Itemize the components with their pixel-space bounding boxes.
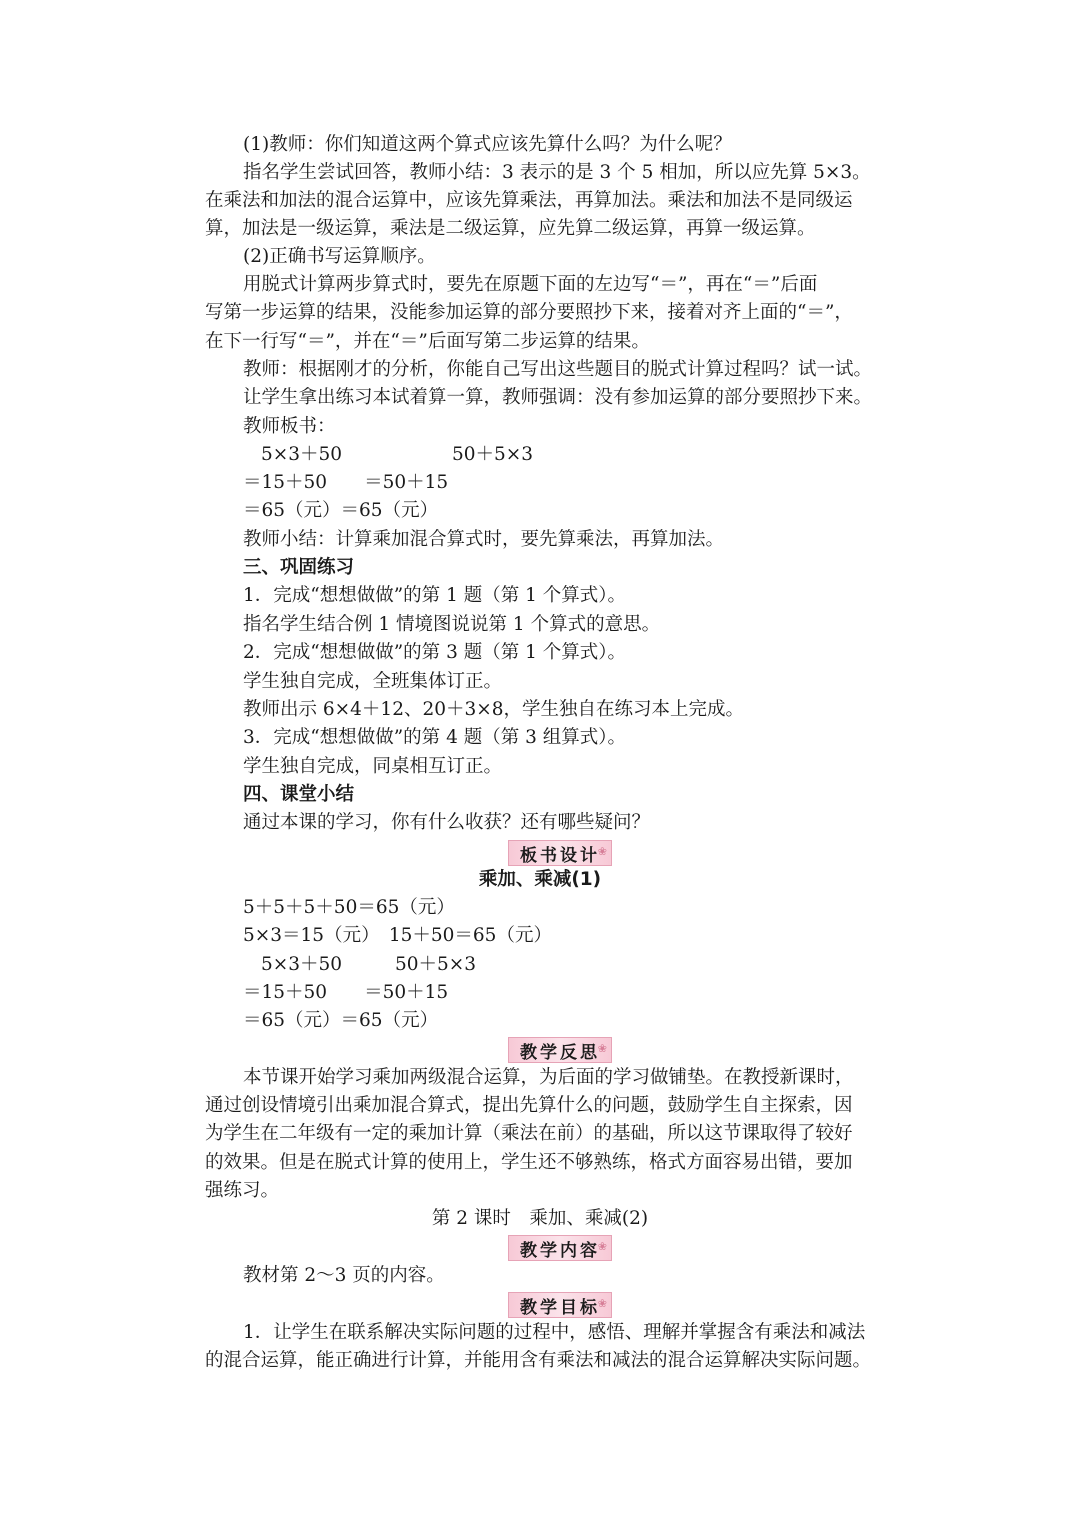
paragraph-line: 在乘法和加法的混合运算中，应该先算乘法，再算加法。乘法和加法不是同级运 — [205, 190, 853, 211]
section-heading: 三、巩固练习 — [243, 557, 355, 578]
paragraph-line: 本节课开始学习乘加两级混合运算，为后面的学习做铺垫。在教授新课时， — [243, 1067, 854, 1088]
paragraph-line: 在下一行写“＝”，并在“＝”后面写第二步运算的结果。 — [205, 331, 650, 352]
calc-step-row: ＝15＋50 ＝50＋15 — [243, 982, 449, 1003]
lesson-title: 第 2 课时 乘加、乘减(2) — [431, 1208, 649, 1229]
paragraph-line: 教师：根据刚才的分析，你能自己写出这些题目的脱式计算过程吗？试一试。 — [243, 359, 873, 380]
flower-icon: ❀ — [597, 845, 607, 858]
paragraph-line: 教材第 2～3 页的内容。 — [243, 1265, 445, 1286]
calc-expression-right: 50＋5×3 — [452, 444, 534, 465]
paragraph-line: 写第一步运算的结果，没能参加运算的部分要照抄下来，接着对齐上面的“＝”， — [205, 302, 853, 323]
exercise-line: 3．完成“想想做做”的第 4 题（第 3 组算式）。 — [243, 727, 627, 748]
flower-icon: ❀ — [597, 1297, 607, 1310]
board-title: 乘加、乘减(1) — [478, 869, 602, 890]
calc-expression-left: 5×3＋50 — [261, 444, 343, 465]
paragraph-line: 让学生拿出练习本试着算一算，教师强调：没有参加运算的部分要照抄下来。 — [243, 387, 873, 408]
paragraph-line: 为学生在二年级有一定的乘加计算（乘法在前）的基础，所以这节课取得了较好 — [205, 1123, 853, 1144]
section-banner-goals — [508, 1292, 612, 1318]
section-banner-board-design — [508, 840, 612, 866]
banner-label: 教学目标 — [520, 1297, 600, 1318]
exercise-line: 学生独自完成，全班集体订正。 — [243, 671, 503, 692]
flower-icon: ❀ — [597, 1240, 607, 1253]
exercise-line: 教师出示 6×4＋12、20＋3×8，学生独自在练习本上完成。 — [243, 699, 745, 720]
paragraph-line: 的效果。但是在脱式计算的使用上，学生还不够熟练，格式方面容易出错，要加 — [205, 1152, 853, 1173]
board-line: 5＋5＋5＋50＝65（元） — [243, 897, 455, 918]
paragraph-line: 通过创设情境引出乘加混合算式，提出先算什么的问题，鼓励学生自主探索，因 — [205, 1095, 853, 1116]
section-banner-reflection — [508, 1037, 612, 1063]
paragraph-line: 用脱式计算两步算式时，要先在原题下面的左边写“＝”，再在“＝”后面 — [243, 274, 818, 295]
paragraph-line: 指名学生尝试回答，教师小结：3 表示的是 3 个 5 相加，所以应先算 5×3。 — [243, 162, 871, 183]
section-banner-content — [508, 1235, 612, 1261]
calc-expression-right: 50＋5×3 — [395, 954, 477, 975]
calc-step-row: ＝15＋50 ＝50＋15 — [243, 472, 449, 493]
paragraph-line: 算，加法是一级运算，乘法是二级运算，应先算二级运算，再算一级运算。 — [205, 218, 816, 239]
flower-icon: ❀ — [597, 1042, 607, 1055]
paragraph-line: 强练习。 — [205, 1180, 280, 1201]
calc-result-row: ＝65（元）＝65（元） — [243, 500, 439, 521]
section-heading: 四、课堂小结 — [243, 784, 355, 805]
exercise-line: 指名学生结合例 1 情境图说说第 1 个算式的意思。 — [243, 614, 661, 635]
paragraph-line: (2)正确书写运算顺序。 — [243, 246, 436, 267]
exercise-line: 2．完成“想想做做”的第 3 题（第 1 个算式）。 — [243, 642, 627, 663]
paragraph-line: (1)教师：你们知道这两个算式应该先算什么吗？为什么呢？ — [243, 134, 732, 155]
banner-label: 教学反思 — [520, 1042, 600, 1063]
paragraph-line: 通过本课的学习，你有什么收获？还有哪些疑问？ — [243, 812, 651, 833]
banner-label: 教学内容 — [520, 1240, 600, 1261]
paragraph-line: 1．让学生在联系解决实际问题的过程中，感悟、理解并掌握含有乘法和减法 — [243, 1322, 866, 1343]
calc-result-row: ＝65（元）＝65（元） — [243, 1010, 439, 1031]
banner-label: 板书设计 — [520, 845, 600, 866]
paragraph-line: 教师板书： — [243, 416, 336, 437]
exercise-line: 学生独自完成，同桌相互订正。 — [243, 756, 503, 777]
teacher-summary: 教师小结：计算乘加混合算式时，要先算乘法，再算加法。 — [243, 529, 725, 550]
paragraph-line: 的混合运算，能正确进行计算，并能用含有乘法和减法的混合运算解决实际问题。 — [205, 1350, 872, 1371]
board-line: 5×3＝15（元） 15＋50＝65（元） — [243, 925, 552, 946]
calc-expression-left: 5×3＋50 — [261, 954, 343, 975]
exercise-line: 1．完成“想想做做”的第 1 题（第 1 个算式）。 — [243, 585, 627, 606]
